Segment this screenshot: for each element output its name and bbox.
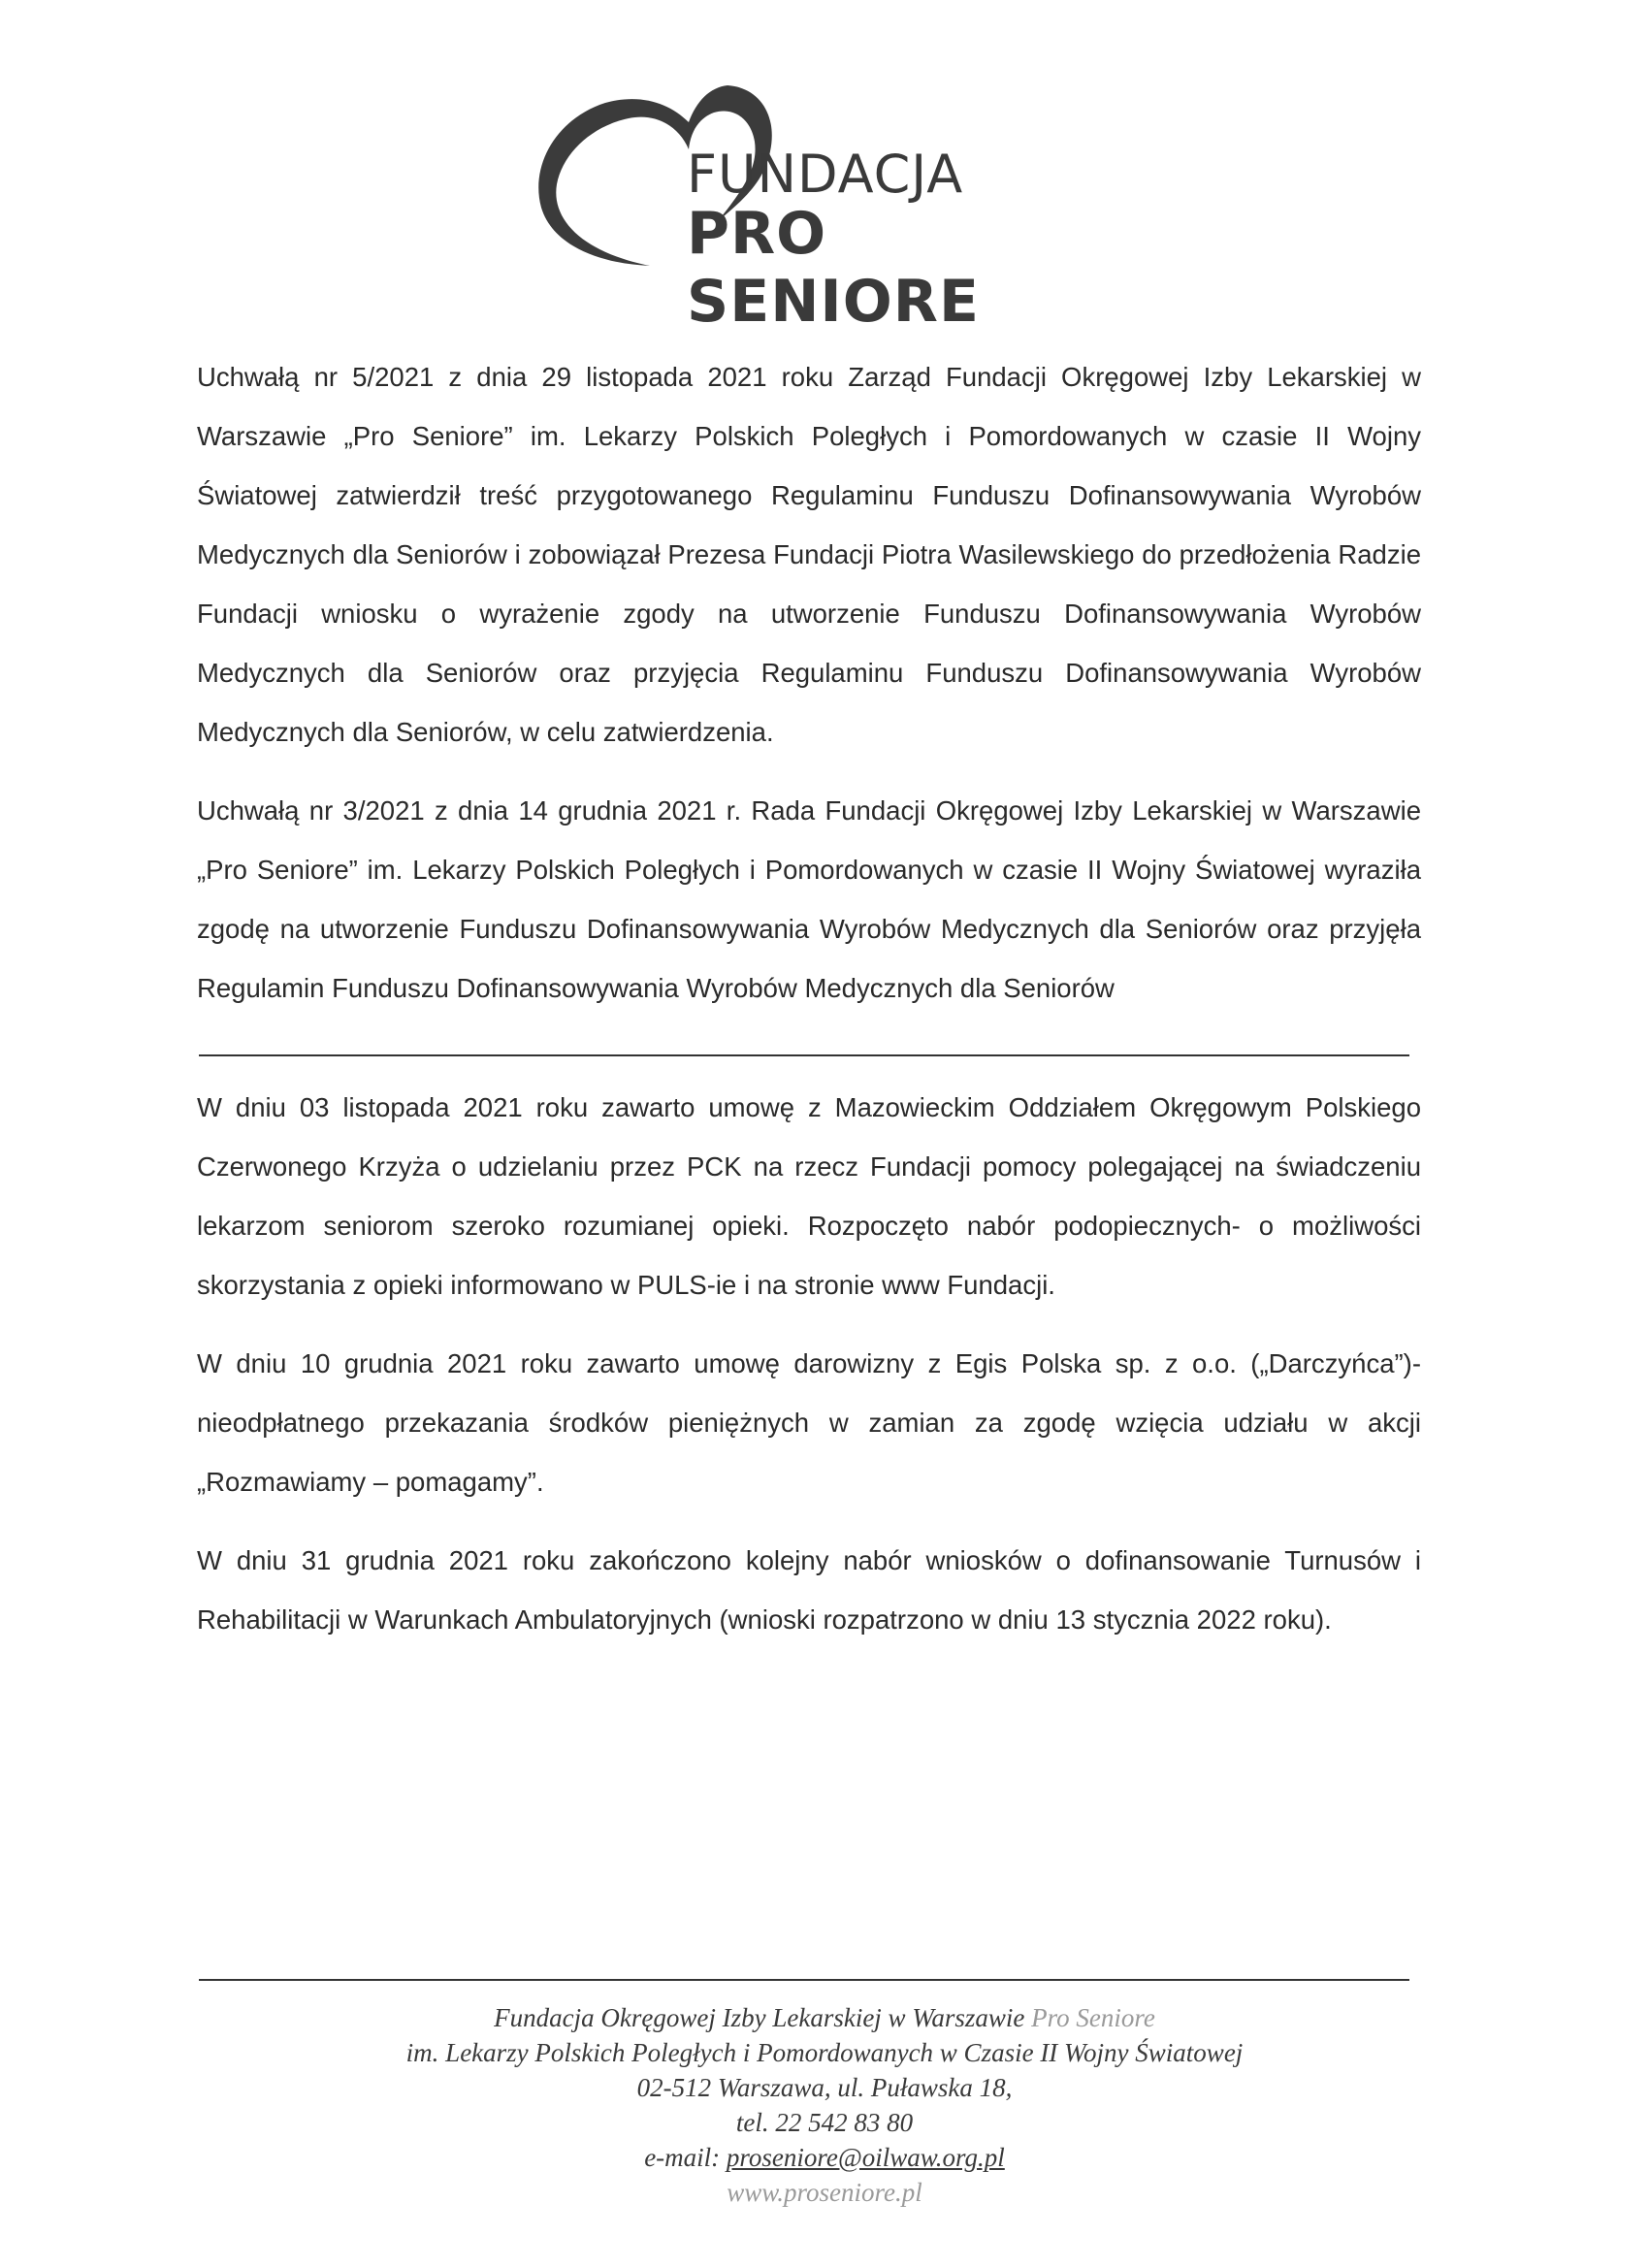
footer-address: 02-512 Warszawa, ul. Puławska 18, <box>636 2073 1013 2102</box>
footer-email-label: e-mail: <box>644 2143 727 2172</box>
footer-phone: tel. 22 542 83 80 <box>735 2108 914 2137</box>
footer-pro-seniore: Pro Seniore <box>1031 2003 1155 2032</box>
paragraph-resolution-5-2021: Uchwałą nr 5/2021 z dnia 29 listopada 2021 roku Zarząd Fundacji Okręgowej Izby Lekarskiej w Warszawie „Pro Seniore” im. Lekarzy Polskich Poległych i Pomordowanych w czasie II Wojny Światowej zatwierdził treść przygotowanego Regulaminu Funduszu Dofinansowywania Wyrobów Medycznych dla Seniorów i zobowiązał Prezesa Fundacji Piotra Wasilewskiego do przedłożenia Radzie Fundacji wniosku o wyrażenie zgody na utworzenie Funduszu Dofinansowywania Wyrobów Medycznych dla Seniorów oraz przyjęcia Regulaminu Funduszu Dofinansowywania Wyrobów Medycznych dla Seniorów, w celu zatwierdzenia. <box>197 362 1421 747</box>
foundation-logo <box>534 76 1077 336</box>
footer-foundation-name: Fundacja Okręgowej Izby Lekarskiej w Warszawie <box>494 2003 1032 2032</box>
footer-line-dedication: im. Lekarzy Polskich Poległych i Pomordowanych w Czasie II Wojny Światowej <box>405 2038 1244 2067</box>
logo-text-pro-seniore: PRO SENIORE <box>687 200 980 336</box>
footer-divider <box>199 1979 1409 1981</box>
paragraph-egis-donation: W dniu 10 grudnia 2021 roku zawarto umowę darowizny z Egis Polska sp. z o.o. („Darczyńca”)- nieodpłatnego przekazania środków pieniężnych w zamian za zgodę wzięcia udziału w akcji „Rozmawiamy – pomagamy”. <box>197 1348 1421 1497</box>
document-body <box>197 347 1421 1649</box>
footer-line-foundation <box>194 2000 1455 2035</box>
footer-website-link[interactable]: www.proseniore.pl <box>727 2178 922 2207</box>
footer <box>194 2000 1455 2210</box>
logo-text-fundacja: FUNDACJA <box>687 144 964 205</box>
footer-email-line <box>194 2140 1455 2175</box>
paragraph-recruitment-end: W dniu 31 grudnia 2021 roku zakończono kolejny nabór wniosków o dofinansowanie Turnusów i Rehabilitacji w Warunkach Ambulatoryjnych (wnioski rozpatrzono w dniu 13 stycznia 2022 roku). <box>197 1545 1421 1635</box>
paragraph-pck-agreement: W dniu 03 listopada 2021 roku zawarto umowę z Mazowieckim Oddziałem Okręgowym Polskiego Czerwonego Krzyża o udzielaniu przez PCK na rzecz Fundacji pomocy polegającej na świadczeniu lekarzom seniorom szeroko rozumianej opieki. Rozpoczęto nabór podopiecznych- o możliwości skorzystania z opieki informowano w PULS-ie i na stronie www Fundacji. <box>197 1092 1421 1300</box>
paragraph-resolution-3-2021: Uchwałą nr 3/2021 z dnia 14 grudnia 2021 r. Rada Fundacji Okręgowej Izby Lekarskiej w Warszawie „Pro Seniore” im. Lekarzy Polskich Poległych i Pomordowanych w czasie II Wojny Światowej wyraziła zgodę na utworzenie Funduszu Dofinansowywania Wyrobów Medycznych dla Seniorów oraz przyjęła Regulamin Funduszu Dofinansowywania Wyrobów Medycznych dla Seniorów <box>197 795 1421 1003</box>
footer-email-link[interactable]: proseniore@oilwaw.org.pl <box>726 2143 1005 2172</box>
